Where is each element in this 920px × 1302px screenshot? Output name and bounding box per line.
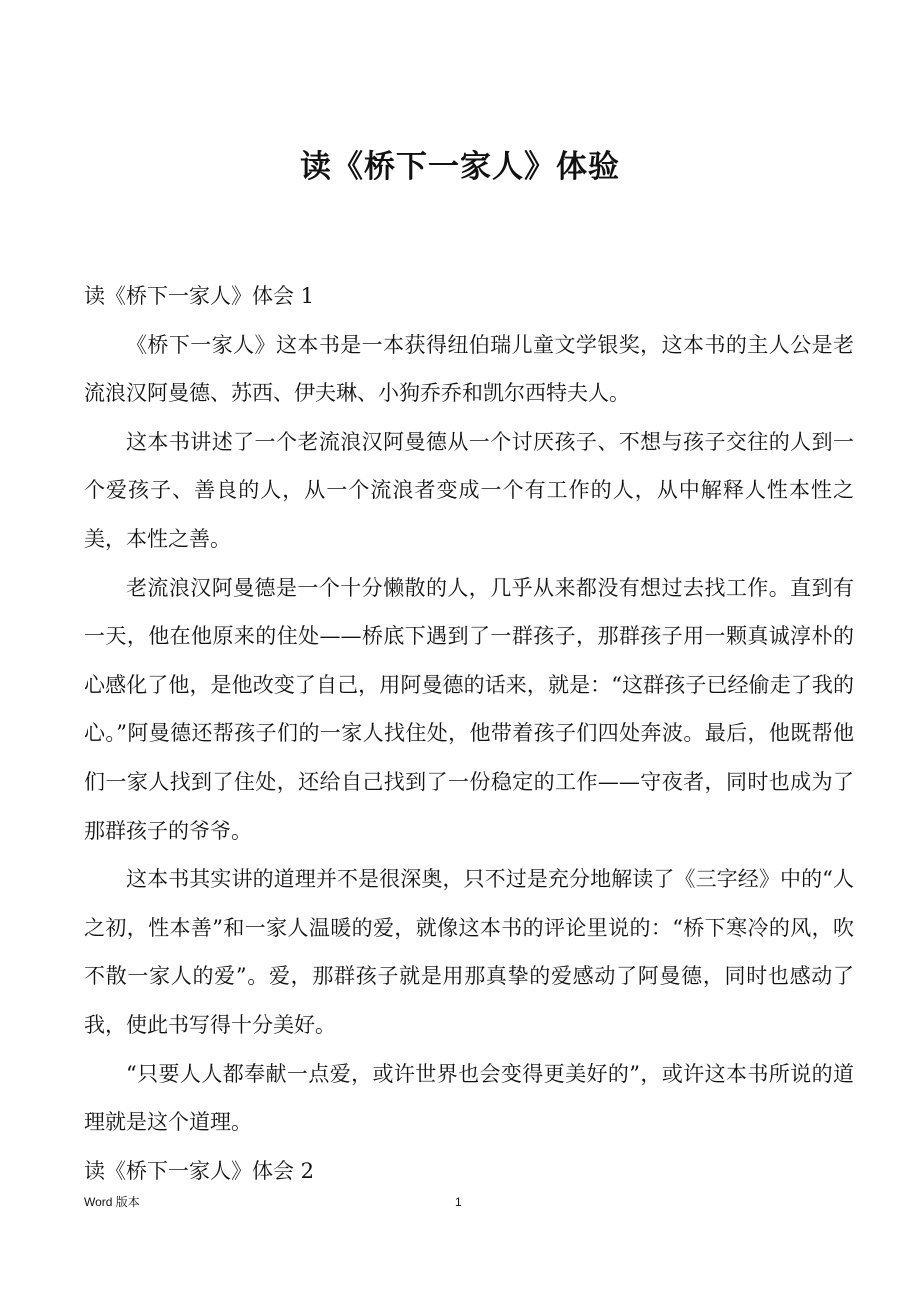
paragraph: 老流浪汉阿曼德是一个十分懒散的人，几乎从来都没有想过去找工作。直到有一天，他在他原来的住处——桥底下遇到了一群孩子，那群孩子用一颗真诚淳朴的心感化了他，是他改变了自己，用阿曼德的话来，就是：“这群孩子已经偷走了我的心。”阿曼德还帮孩子们的一家人找住处，他带着孩子们四处奔波。最后，他既帮他们一家人找到了住处，还给自己找到了一份稳定的工作——守夜者，同时也成为了那群孩子的爷爷。 bbox=[84, 575, 854, 843]
document-title: 读《桥下一家人》体验 bbox=[300, 149, 620, 185]
footer-label: Word 版本 bbox=[84, 1195, 140, 1209]
paragraph: 这本书讲述了一个老流浪汉阿曼德从一个讨厌孩子、不想与孩子交往的人到一个爱孩子、善良的人，从一个流浪者变成一个有工作的人，从中解释人性本性之美，本性之善。 bbox=[84, 429, 854, 551]
paragraph: 这本书其实讲的道理并不是很深奥，只不过是充分地解读了《三字经》中的“人之初，性本善”和一家人温暖的爱，就像这本书的评论里说的：“桥下寒冷的风，吹不散一家人的爱”。爱，那群孩子就是用那真挚的爱感动了阿曼德，同时也感动了我，使此书写得十分美好。 bbox=[84, 867, 854, 1037]
page-number: 1 bbox=[455, 1195, 462, 1209]
paragraph: 《桥下一家人》这本书是一本获得纽伯瑞儿童文学银奖，这本书的主人公是老流浪汉阿曼德、苏西、伊夫琳、小狗乔乔和凯尔西特夫人。 bbox=[84, 332, 854, 406]
paragraph: “只要人人都奉献一点爱，或许世界也会变得更美好的”，或许这本书所说的道理就是这个道理。 bbox=[84, 1061, 854, 1135]
section-heading: 读《桥下一家人》体会 1 bbox=[84, 284, 315, 308]
section-heading: 读《桥下一家人》体会 2 bbox=[84, 1158, 315, 1183]
document-body bbox=[84, 272, 854, 1195]
